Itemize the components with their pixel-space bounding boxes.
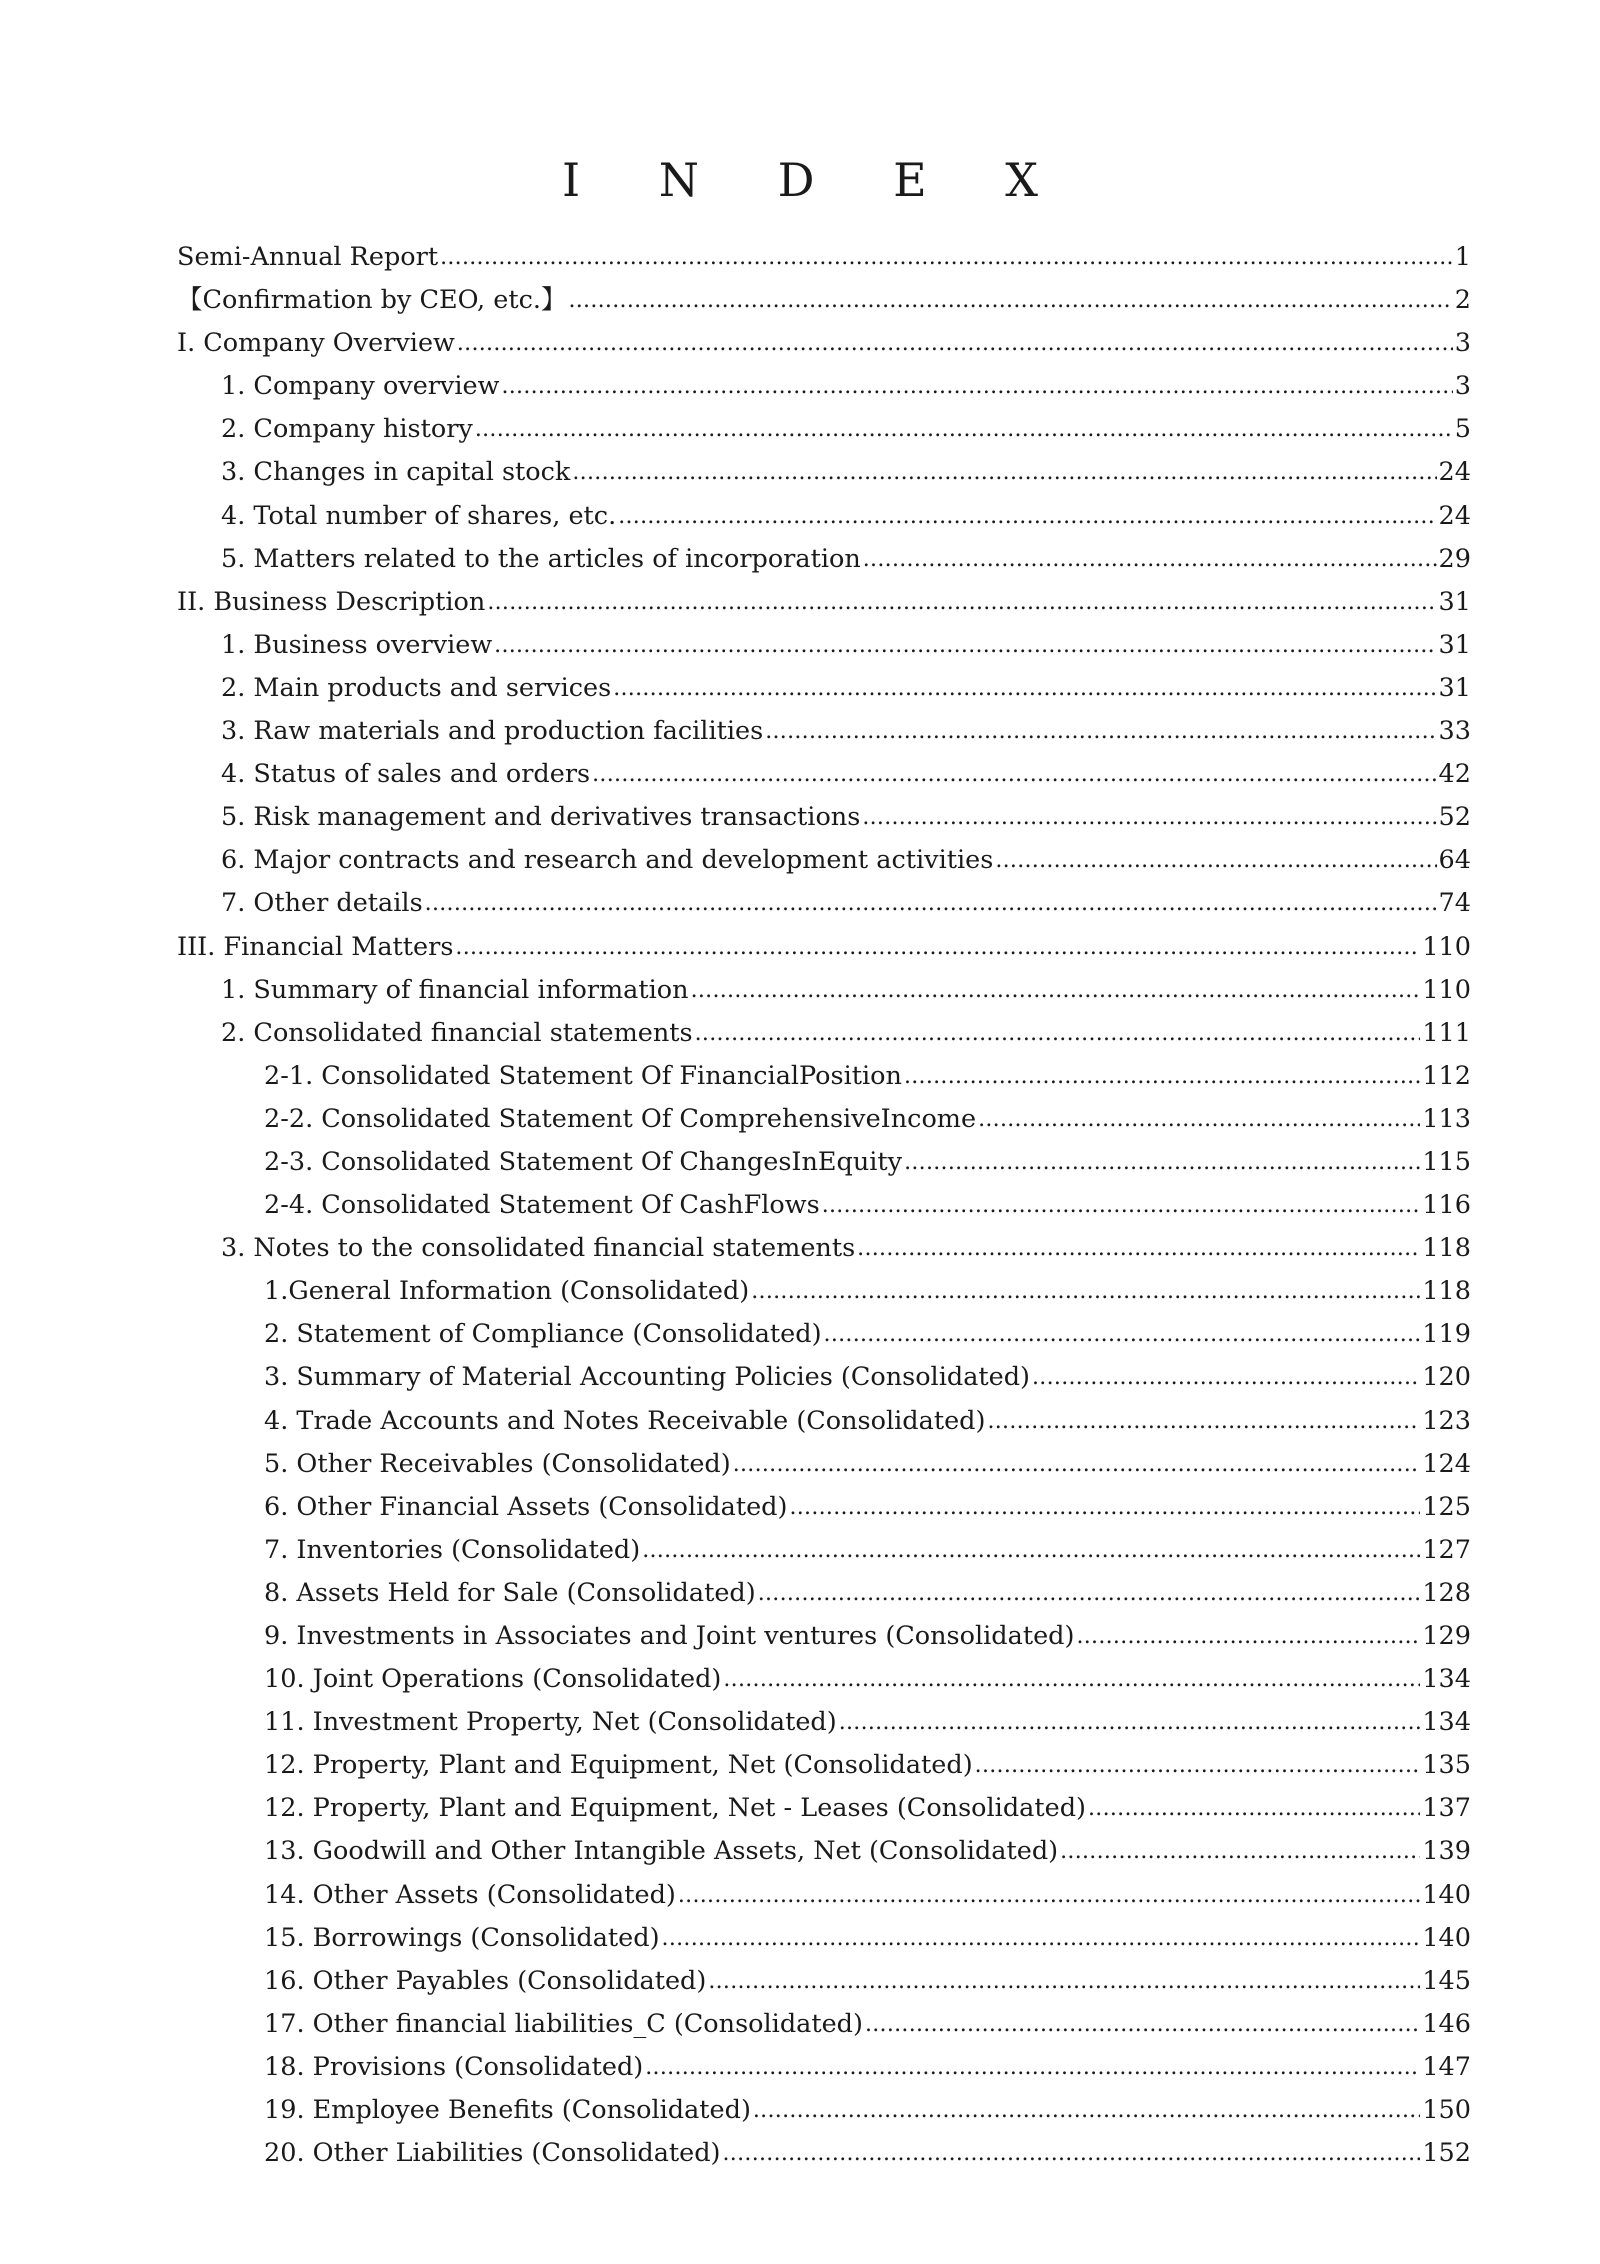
toc-entry-label: I. Company Overview xyxy=(177,328,455,359)
toc-entry[interactable] xyxy=(177,1098,1471,1141)
dot-leader xyxy=(987,1399,1420,1443)
toc-entry[interactable] xyxy=(177,1787,1471,1830)
toc-entry[interactable] xyxy=(177,1658,1471,1701)
dot-leader xyxy=(978,1097,1420,1141)
toc-entry-label: 9. Investments in Associates and Joint ventures (Consolidated) xyxy=(264,1621,1075,1651)
toc-entry-page-number: 118 xyxy=(1422,1233,1471,1264)
dot-leader xyxy=(863,537,1437,581)
toc-entry-page-number: 134 xyxy=(1422,1664,1471,1695)
dot-leader xyxy=(865,2002,1420,2046)
dot-leader xyxy=(475,407,1453,451)
toc-entry-page-number: 110 xyxy=(1422,931,1471,962)
toc-entry[interactable] xyxy=(177,236,1471,279)
toc-entry-page-number: 112 xyxy=(1422,1060,1471,1091)
toc-entry[interactable] xyxy=(177,1443,1471,1486)
toc-entry[interactable] xyxy=(177,1012,1471,1055)
toc-entry-page-number: 150 xyxy=(1422,2095,1471,2126)
dot-leader xyxy=(765,709,1436,753)
dot-leader xyxy=(789,1485,1420,1529)
toc-entry-label: 13. Goodwill and Other Intangible Assets, Net (Consolidated) xyxy=(264,1836,1059,1867)
toc-entry-page-number: 116 xyxy=(1422,1190,1471,1221)
dot-leader xyxy=(642,1528,1420,1572)
toc-entry[interactable] xyxy=(177,1055,1471,1098)
toc-entry[interactable] xyxy=(177,1701,1471,1744)
toc-entry-label: 18. Provisions (Consolidated) xyxy=(264,2051,644,2082)
toc-entry-page-number: 152 xyxy=(1422,2138,1471,2169)
toc-entry-page-number: 113 xyxy=(1422,1103,1471,1134)
toc-entry[interactable] xyxy=(177,882,1471,925)
toc-entry-page-number: 128 xyxy=(1422,1577,1471,1608)
toc-entry-label: 14. Other Assets (Consolidated) xyxy=(264,1879,676,1910)
toc-entry-label: 16. Other Payables (Consolidated) xyxy=(264,1965,707,1996)
dot-leader xyxy=(824,1312,1421,1356)
toc-entry-label: 1. Company overview xyxy=(221,371,500,402)
toc-entry-page-number: 146 xyxy=(1422,2008,1471,2039)
toc-entry[interactable] xyxy=(177,1529,1471,1572)
dot-leader xyxy=(975,1743,1421,1787)
toc-entry-label: 3. Notes to the consolidated financial statements xyxy=(221,1233,856,1264)
toc-entry-page-number: 134 xyxy=(1422,1707,1471,1738)
toc-entry[interactable] xyxy=(177,667,1471,710)
toc-entry[interactable] xyxy=(177,1313,1471,1356)
toc-entry[interactable] xyxy=(177,1270,1471,1313)
toc-entry-label: 6. Other Financial Assets (Consolidated) xyxy=(264,1491,788,1522)
toc-entry-label: 5. Risk management and derivatives transactions xyxy=(221,802,861,833)
toc-entry-page-number: 29 xyxy=(1438,543,1471,574)
toc-entry[interactable] xyxy=(177,1960,1471,2003)
dot-leader xyxy=(613,666,1436,710)
toc-entry[interactable] xyxy=(177,796,1471,839)
toc-entry-label: 5. Matters related to the articles of incorporation xyxy=(221,543,861,574)
dot-leader xyxy=(839,1700,1421,1744)
toc-entry[interactable] xyxy=(177,710,1471,753)
toc-entry-label: 3. Changes in capital stock xyxy=(221,457,571,488)
toc-entry[interactable] xyxy=(177,581,1471,624)
dot-leader xyxy=(572,450,1436,494)
toc-entry-page-number: 145 xyxy=(1422,1965,1471,1996)
dot-leader xyxy=(618,494,1436,538)
toc-entry[interactable] xyxy=(177,926,1471,969)
toc-entry-label: 19. Employee Benefits (Consolidated) xyxy=(264,2095,751,2126)
toc-entry[interactable] xyxy=(177,753,1471,796)
dot-leader xyxy=(995,838,1436,882)
toc-entry-page-number: 124 xyxy=(1422,1448,1471,1479)
dot-leader xyxy=(751,1269,1420,1313)
toc-entry-label: 11. Investment Property, Net (Consolidated) xyxy=(264,1707,837,1738)
toc-entry-label: 12. Property, Plant and Equipment, Net (Consolidated) xyxy=(264,1750,973,1781)
toc-entry[interactable] xyxy=(177,1227,1471,1270)
dot-leader xyxy=(723,2131,1421,2175)
dot-leader xyxy=(857,1226,1420,1270)
toc-entry-label: 17. Other financial liabilities_C (Consolidated) xyxy=(264,2008,863,2039)
dot-leader xyxy=(501,364,1452,408)
toc-entry-label: 7. Other details xyxy=(221,888,423,919)
toc-entry-page-number: 31 xyxy=(1438,672,1471,703)
dot-leader xyxy=(753,2088,1420,2132)
dot-leader xyxy=(487,580,1436,624)
toc-entry[interactable] xyxy=(177,969,1471,1012)
dot-leader xyxy=(708,1959,1420,2003)
toc-entry-label: Semi-Annual Report xyxy=(177,242,439,272)
toc-entry-label: 4. Total number of shares, etc. xyxy=(221,500,617,531)
toc-entry[interactable] xyxy=(177,1486,1471,1529)
toc-entry-label: 7. Inventories (Consolidated) xyxy=(264,1534,641,1565)
dot-leader xyxy=(440,235,1453,279)
toc-entry-page-number: 111 xyxy=(1422,1017,1471,1048)
toc-entry-label: 4. Status of sales and orders xyxy=(221,759,591,790)
toc-entry[interactable] xyxy=(177,365,1471,408)
toc-entry[interactable] xyxy=(177,1400,1471,1443)
toc-entry-label: 15. Borrowings (Consolidated) xyxy=(264,1922,660,1953)
toc-entry[interactable] xyxy=(177,839,1471,882)
toc-entry-label: 2-1. Consolidated Statement Of FinancialPosition xyxy=(264,1060,902,1091)
toc-entry-label: 8. Assets Held for Sale (Consolidated) xyxy=(264,1577,756,1608)
toc-entry[interactable] xyxy=(177,2089,1471,2132)
toc-entry-page-number: 1 xyxy=(1454,242,1471,272)
toc-entry-label: 1. Business overview xyxy=(221,629,493,660)
toc-entry[interactable] xyxy=(177,322,1471,365)
toc-entry-label: II. Business Description xyxy=(177,586,486,617)
toc-entry[interactable] xyxy=(177,1874,1471,1917)
toc-entry[interactable] xyxy=(177,538,1471,581)
toc-entry[interactable] xyxy=(177,408,1471,451)
toc-entry-page-number: 52 xyxy=(1438,802,1471,833)
dot-leader xyxy=(862,795,1436,839)
toc-entry[interactable] xyxy=(177,279,1471,322)
toc-entry-label: 20. Other Liabilities (Consolidated) xyxy=(264,2138,721,2169)
toc-entry-page-number: 139 xyxy=(1422,1836,1471,1867)
toc-entry-page-number: 31 xyxy=(1438,629,1471,660)
dot-leader xyxy=(1088,1786,1420,1830)
dot-leader xyxy=(904,1140,1420,1184)
toc-entry-page-number: 147 xyxy=(1422,2051,1471,2082)
dot-leader xyxy=(691,968,1421,1012)
toc-entry[interactable] xyxy=(177,1830,1471,1873)
toc-entry-page-number: 31 xyxy=(1438,586,1471,617)
dot-leader xyxy=(592,752,1436,796)
dot-leader xyxy=(758,1571,1421,1615)
toc-entry[interactable] xyxy=(177,2132,1471,2175)
toc-entry-label: 2. Main products and services xyxy=(221,672,612,703)
dot-leader xyxy=(425,881,1437,925)
dot-leader xyxy=(455,925,1420,969)
toc-entry[interactable] xyxy=(177,2046,1471,2089)
page-title: I N D E X xyxy=(561,153,1071,207)
dot-leader xyxy=(1060,1829,1420,1873)
toc-entry-label: 2. Consolidated financial statements xyxy=(221,1017,693,1048)
toc-entry-page-number: 123 xyxy=(1422,1405,1471,1436)
toc-entry-label: 3. Summary of Material Accounting Policies (Consolidated) xyxy=(264,1362,1031,1393)
toc-entry-page-number: 125 xyxy=(1422,1491,1471,1522)
toc-entry-label: 6. Major contracts and research and development activities xyxy=(221,845,994,876)
toc-entry-page-number: 120 xyxy=(1422,1362,1471,1393)
toc-entry-label: 2-4. Consolidated Statement Of CashFlows xyxy=(264,1190,820,1221)
toc-entry-label: 2. Statement of Compliance (Consolidated) xyxy=(264,1319,822,1350)
dot-leader xyxy=(723,1657,1420,1701)
toc-entry-page-number: 33 xyxy=(1438,716,1471,747)
toc-entry-page-number: 127 xyxy=(1422,1534,1471,1565)
dot-leader xyxy=(1076,1614,1420,1658)
toc-entry-page-number: 140 xyxy=(1422,1922,1471,1953)
toc-entry-page-number: 24 xyxy=(1438,457,1471,488)
dot-leader xyxy=(645,2045,1420,2089)
toc-entry-label: 4. Trade Accounts and Notes Receivable (Consolidated) xyxy=(264,1405,986,1436)
toc-entry-label: 10. Joint Operations (Consolidated) xyxy=(264,1664,722,1695)
toc-entry[interactable] xyxy=(177,1917,1471,1960)
toc-entry-page-number: 3 xyxy=(1454,328,1471,359)
toc-entry-label: 1.General Information (Consolidated) xyxy=(264,1276,750,1307)
toc-entry-page-number: 74 xyxy=(1438,888,1471,919)
toc-entry-label: 【Confirmation by CEO, etc.】 xyxy=(177,285,567,316)
toc-entry-page-number: 137 xyxy=(1422,1793,1471,1824)
dot-leader xyxy=(822,1183,1421,1227)
toc-entry-label: 2-3. Consolidated Statement Of ChangesInEquity xyxy=(264,1146,903,1177)
toc-entry-page-number: 115 xyxy=(1422,1146,1471,1177)
toc-entry-label: 3. Raw materials and production facilities xyxy=(221,716,764,747)
dot-leader xyxy=(904,1054,1420,1098)
dot-leader xyxy=(678,1873,1420,1917)
toc-entry[interactable] xyxy=(177,1572,1471,1615)
toc-entry-page-number: 3 xyxy=(1454,371,1471,402)
toc-entry-page-number: 42 xyxy=(1438,759,1471,790)
toc-entry-label: 2-2. Consolidated Statement Of ComprehensiveIncome xyxy=(264,1103,977,1134)
toc-entry[interactable] xyxy=(177,1615,1471,1658)
dot-leader xyxy=(494,623,1436,667)
toc-entry-page-number: 2 xyxy=(1454,285,1471,316)
toc-entry[interactable] xyxy=(177,1141,1471,1184)
dot-leader xyxy=(1032,1355,1420,1399)
table-of-contents xyxy=(177,236,1471,2175)
dot-leader xyxy=(662,1916,1421,1960)
toc-entry-page-number: 140 xyxy=(1422,1879,1471,1910)
dot-leader xyxy=(695,1011,1421,1055)
toc-entry-page-number: 135 xyxy=(1422,1750,1471,1781)
toc-entry-label: 2. Company history xyxy=(221,414,473,445)
toc-entry-page-number: 110 xyxy=(1422,974,1471,1005)
toc-entry-label: 5. Other Receivables (Consolidated) xyxy=(264,1448,731,1479)
dot-leader xyxy=(733,1442,1421,1486)
toc-entry-label: 1. Summary of financial information xyxy=(221,974,689,1005)
toc-entry[interactable] xyxy=(177,1184,1471,1227)
toc-entry-label: III. Financial Matters xyxy=(177,931,454,962)
toc-entry[interactable] xyxy=(177,2003,1471,2046)
toc-entry[interactable] xyxy=(177,624,1471,667)
toc-entry-page-number: 5 xyxy=(1454,414,1471,445)
toc-entry-page-number: 119 xyxy=(1422,1319,1471,1350)
toc-entry-page-number: 129 xyxy=(1422,1621,1471,1651)
toc-entry[interactable] xyxy=(177,1744,1471,1787)
toc-entry-page-number: 64 xyxy=(1438,845,1471,876)
dot-leader xyxy=(568,278,1452,322)
toc-entry[interactable] xyxy=(177,495,1471,538)
toc-entry-label: 12. Property, Plant and Equipment, Net - Leases (Consolidated) xyxy=(264,1793,1086,1824)
toc-entry[interactable] xyxy=(177,451,1471,494)
toc-entry-page-number: 118 xyxy=(1422,1276,1471,1307)
dot-leader xyxy=(457,321,1453,365)
toc-entry[interactable] xyxy=(177,1356,1471,1399)
toc-entry-page-number: 24 xyxy=(1438,500,1471,531)
